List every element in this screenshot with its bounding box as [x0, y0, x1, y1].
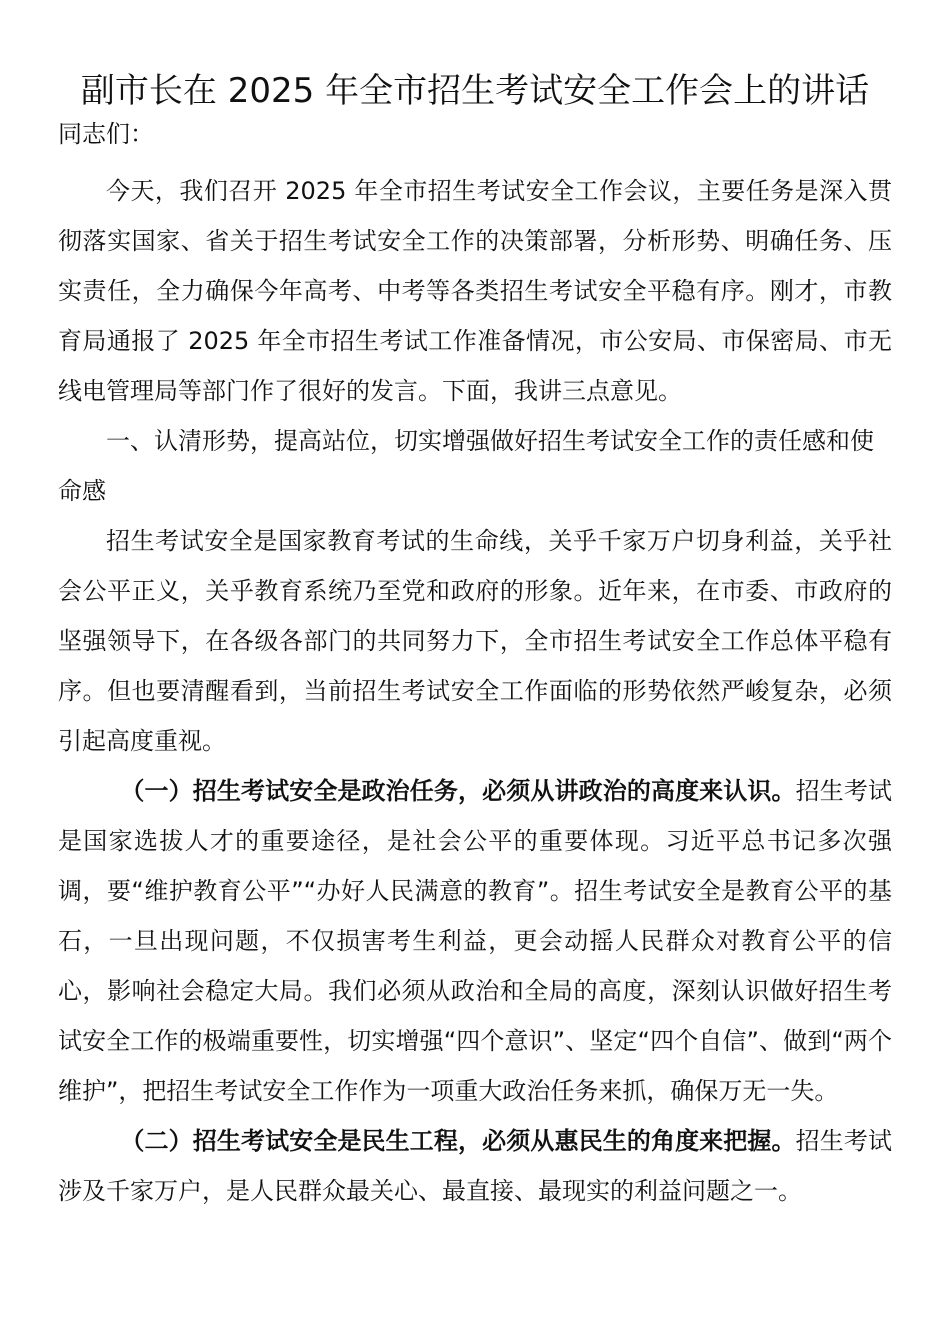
intro-paragraph: 今天，我们召开 2025 年全市招生考试安全工作会议，主要任务是深入贯彻落实国家、省关于招生考试安全工作的决策部署，分析形势、明确任务、压实责任，全力确保今年高考、中考等各类招生考试安全平稳有序。刚才，市教育局通报了 2025 年全市招生考试工作准备情况，市公安局、市保密局、市无线电管理局等部门作了很好的发言。下面，我讲三点意见。 — [58, 177, 892, 405]
section-one-heading: 一、认清形势，提高站位，切实增强做好招生考试安全工作的责任感和使命感 — [58, 427, 874, 505]
document-title: 副市长在 2025 年全市招生考试安全工作会上的讲话 — [80, 71, 870, 111]
point-two-lead: （二）招生考试安全是民生工程，必须从惠民生的角度来把握。 — [120, 1127, 796, 1155]
point-two-paragraph — [58, 1116, 892, 1216]
greeting: 同志们： — [58, 120, 154, 148]
section-one-paragraph: 招生考试安全是国家教育考试的生命线，关乎千家万户切身利益，关乎社会公平正义，关乎教育系统乃至党和政府的形象。近年来，在市委、市政府的坚强领导下，在各级各部门的共同努力下，全市招生考试安全工作总体平稳有序。但也要清醒看到，当前招生考试安全工作面临的形势依然严峻复杂，必须引起高度重视。 — [58, 527, 892, 755]
point-one-body: 招生考试是国家选拔人才的重要途径，是社会公平的重要体现。习近平总书记多次强调，要“维护教育公平”“办好人民满意的教育”。招生考试安全是教育公平的基石，一旦出现问题，不仅损害考生利益，更会动摇人民群众对教育公平的信心，影响社会稳定大局。我们必须从政治和全局的高度，深刻认识做好招生考试安全工作的极端重要性，切实增强“四个意识”、坚定“四个自信”、做到“两个维护”，把招生考试安全工作作为一项重大政治任务来抓，确保万无一失。 — [58, 777, 893, 1105]
point-one-paragraph — [58, 766, 892, 1116]
point-two-body: 招生考试涉及千家万户，是人民群众最关心、最直接、最现实的利益问题之一。 — [58, 1127, 893, 1205]
point-one-lead: （一）招生考试安全是政治任务，必须从讲政治的高度来认识。 — [120, 777, 796, 805]
